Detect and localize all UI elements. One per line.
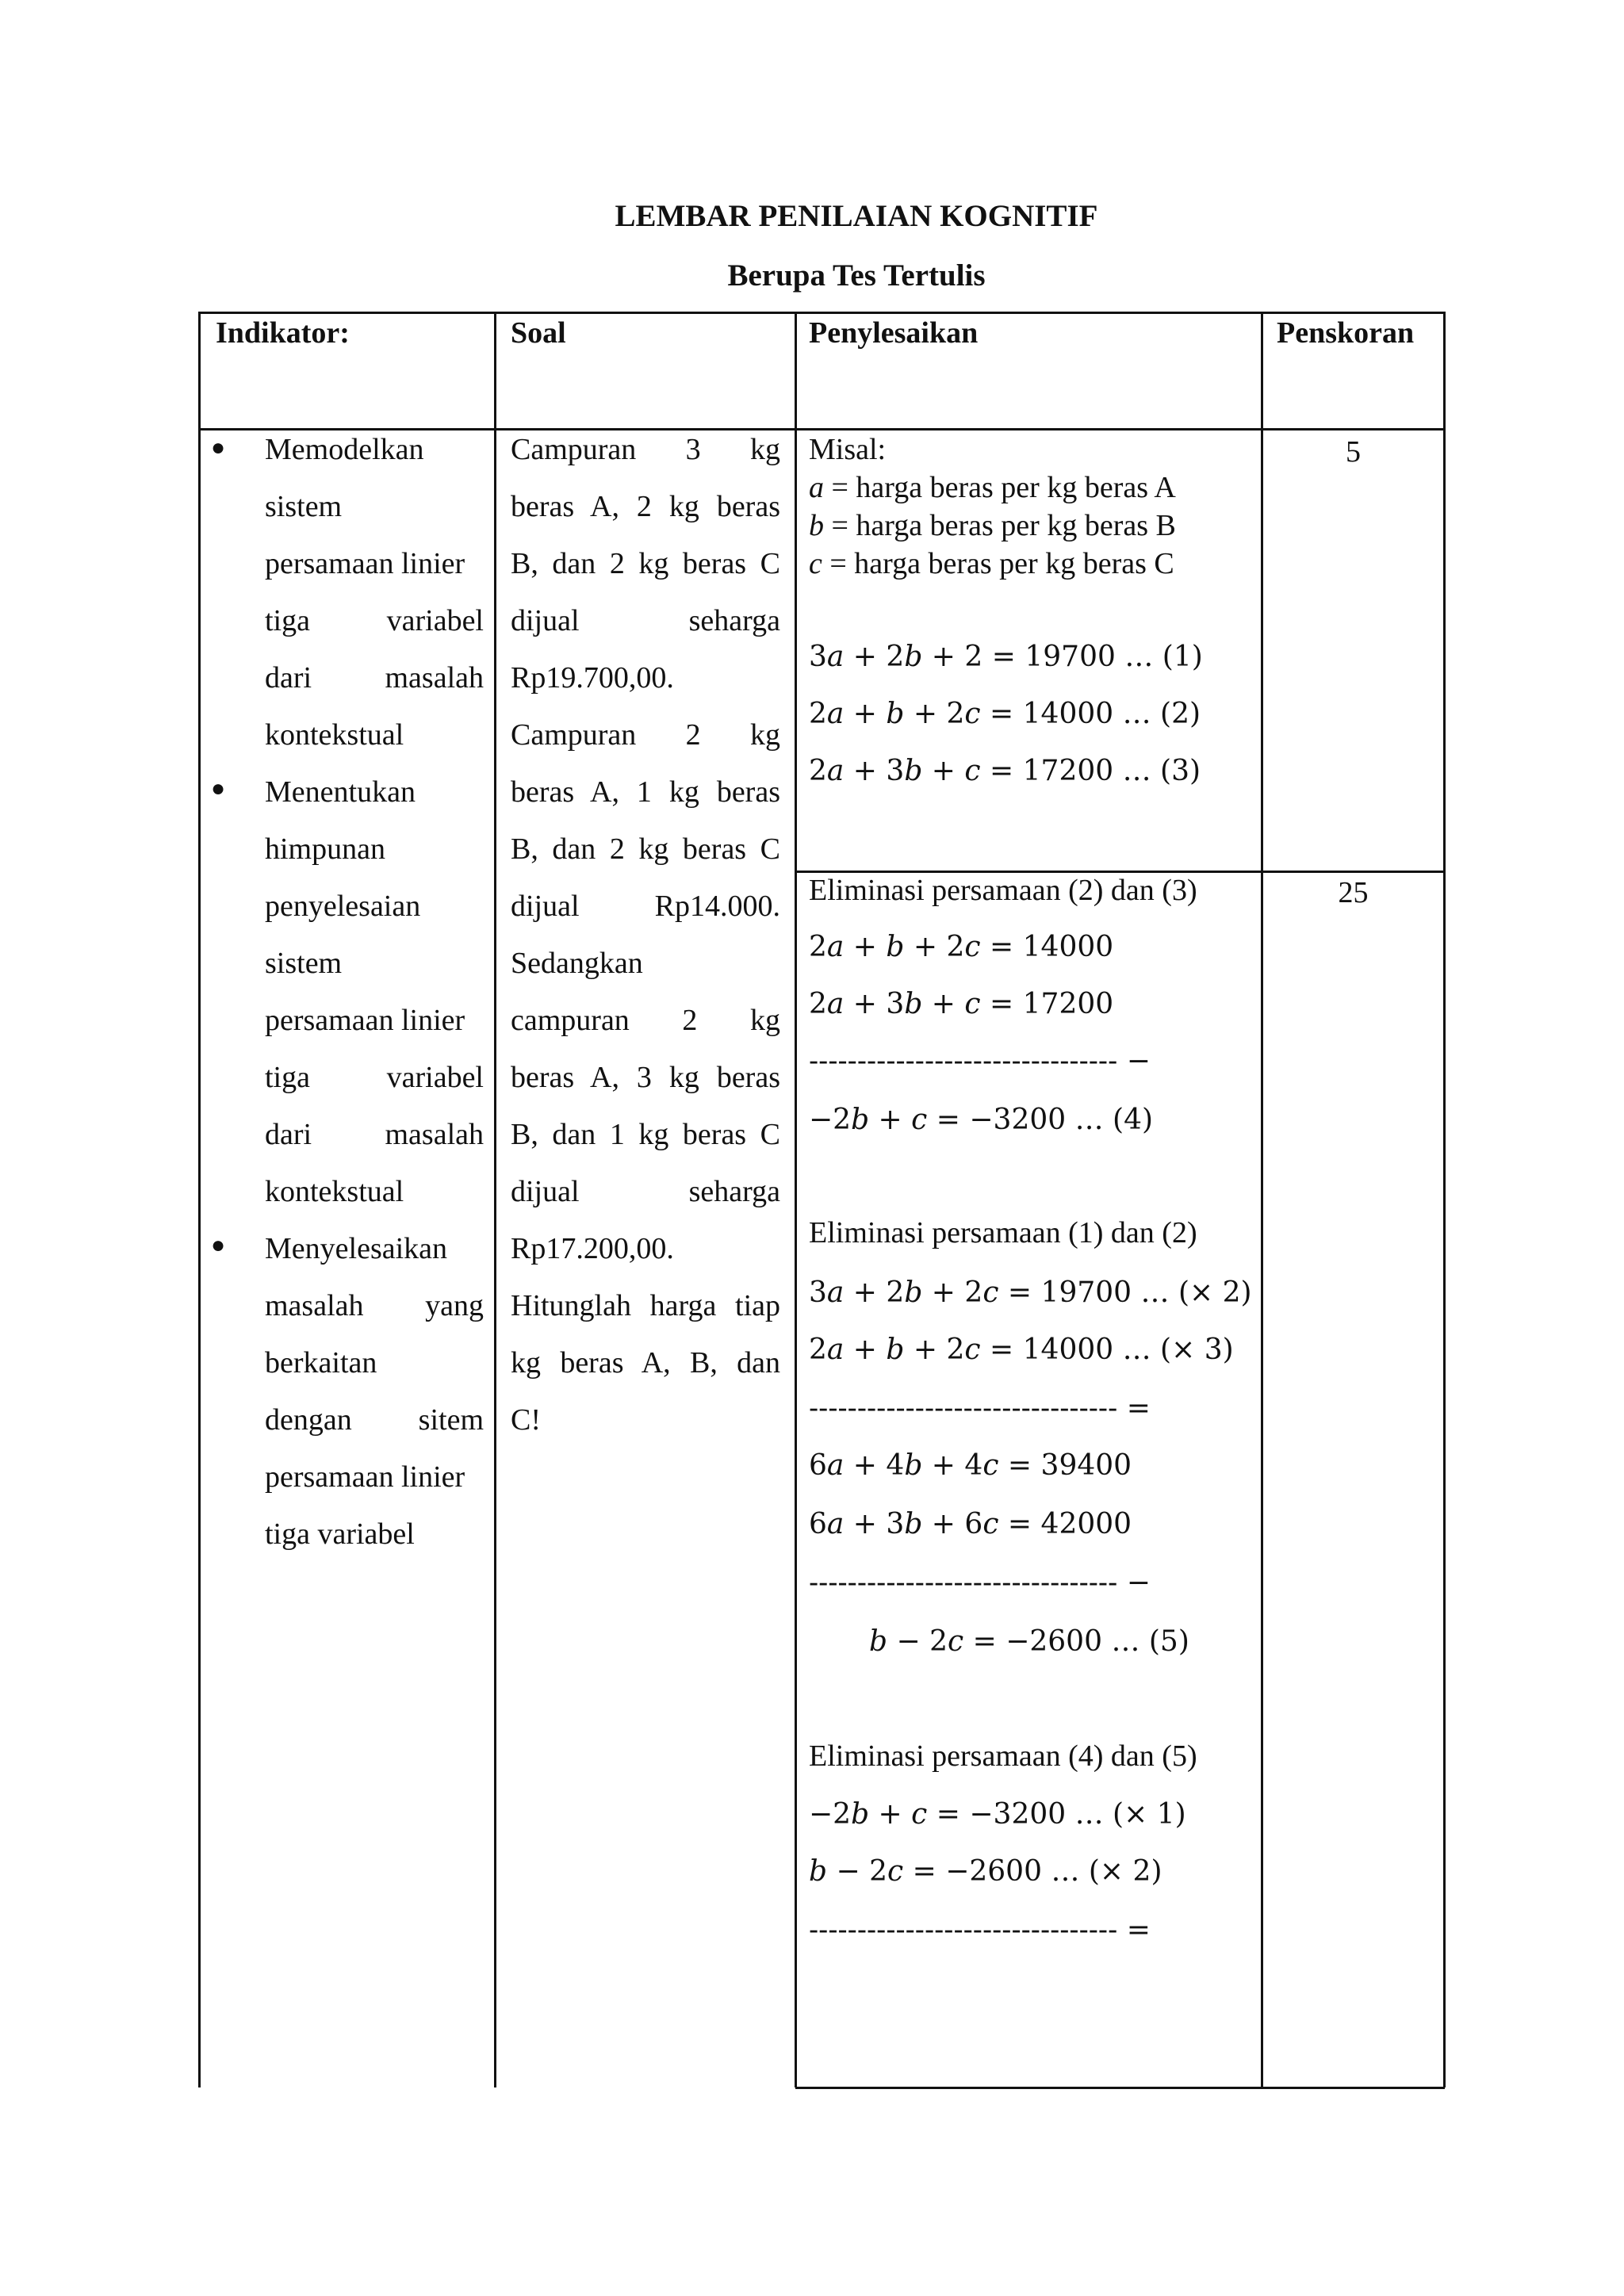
equation-3: 2𝑎 + 3𝑏 + 𝑐 = 17200 … (3) <box>809 755 1201 787</box>
score-value: 5 <box>1346 435 1361 469</box>
soal-line: B, dan 1 kg beras C <box>511 1118 780 1151</box>
soal-line: beras A, 1 kg beras <box>511 775 780 809</box>
soal-line: campuran 2 kg <box>511 1004 780 1037</box>
soal-line: Rp17.200,00. <box>511 1232 674 1265</box>
indikator-line: tiga variabel <box>265 1061 484 1094</box>
elimination-line: 2𝑎 + 3𝑏 + 𝑐 = 17200 <box>809 988 1114 1020</box>
separator-line: -------------------------------- = <box>809 1392 1151 1425</box>
definition-c: c = harga beras per kg beras C <box>809 547 1174 580</box>
indikator-line: kontekstual <box>265 718 404 752</box>
header-penskoran: Penskoran <box>1277 316 1415 350</box>
header-divider <box>198 428 1445 430</box>
soal-line: Sedangkan <box>511 947 643 980</box>
soal-line: dijual seharga <box>511 604 780 637</box>
definition-a: a = harga beras per kg beras A <box>809 471 1176 504</box>
elimination-line: 𝑏 − 2𝑐 = −2600 … (× 2) <box>809 1855 1162 1888</box>
column-divider-2 <box>795 312 797 2087</box>
header-penyelesaian: Penylesaikan <box>809 316 979 350</box>
soal-line: dijual Rp14.000. <box>511 890 780 923</box>
soal-line: B, dan 2 kg beras C <box>511 547 780 580</box>
equation-2: 2𝑎 + 𝑏 + 2𝑐 = 14000 … (2) <box>809 698 1201 730</box>
indikator-line: himpunan <box>265 832 385 866</box>
bullet-icon: ● <box>211 1232 226 1258</box>
bullet-icon: ● <box>211 434 226 461</box>
indikator-line: persamaan linier <box>265 547 465 580</box>
soal-line: Campuran 3 kg <box>511 433 780 466</box>
indikator-line: sistem <box>265 947 343 980</box>
table-border-bottom <box>795 2087 1445 2089</box>
elimination-line: 6𝑎 + 4𝑏 + 4𝑐 = 39400 <box>809 1449 1132 1482</box>
page-subtitle: Berupa Tes Tertulis <box>727 258 986 293</box>
header-soal: Soal <box>511 316 566 350</box>
soal-line: Rp19.700,00. <box>511 661 674 695</box>
row-divider <box>795 871 1445 873</box>
indikator-line: berkaitan <box>265 1346 377 1380</box>
elimination-line: −2𝑏 + 𝑐 = −3200 … (× 1) <box>809 1798 1186 1831</box>
soal-line: beras A, 3 kg beras <box>511 1061 780 1094</box>
separator-line: -------------------------------- − <box>809 1567 1151 1599</box>
indikator-line: persamaan linier <box>265 1460 465 1494</box>
elimination-line: 6𝑎 + 3𝑏 + 6𝑐 = 42000 <box>809 1508 1132 1540</box>
indikator-line: kontekstual <box>265 1175 404 1208</box>
elimination-title: Eliminasi persamaan (2) dan (3) <box>809 874 1197 907</box>
table-border-left <box>198 312 201 2087</box>
elimination-result: 𝑏 − 2𝑐 = −2600 … (5) <box>869 1625 1189 1658</box>
column-divider-3 <box>1261 312 1263 2087</box>
table-border-top <box>198 312 1445 314</box>
score-value: 25 <box>1338 876 1369 909</box>
soal-line: Hitunglah harga tiap <box>511 1289 780 1322</box>
indikator-line: masalah yang <box>265 1289 484 1322</box>
soal-line: beras A, 2 kg beras <box>511 490 780 523</box>
indikator-line: tiga variabel <box>265 1517 415 1551</box>
definition-b: b = harga beras per kg beras B <box>809 509 1176 542</box>
indikator-line: Menyelesaikan <box>265 1232 448 1265</box>
soal-line: kg beras A, B, dan <box>511 1346 780 1380</box>
table-border-right <box>1443 312 1446 2087</box>
indikator-line: dengan sitem <box>265 1403 484 1437</box>
misal-label: Misal: <box>809 433 887 466</box>
separator-line: -------------------------------- − <box>809 1045 1151 1077</box>
header-indikator: Indikator: <box>216 316 350 350</box>
indikator-line: sistem <box>265 490 343 523</box>
elimination-title: Eliminasi persamaan (1) dan (2) <box>809 1216 1197 1249</box>
indikator-line: dari masalah <box>265 661 484 695</box>
soal-line: C! <box>511 1403 541 1437</box>
indikator-line: Menentukan <box>265 775 416 809</box>
elimination-line: 2𝑎 + 𝑏 + 2𝑐 = 14000 <box>809 931 1114 963</box>
soal-line: B, dan 2 kg beras C <box>511 832 780 866</box>
bullet-icon: ● <box>211 775 226 802</box>
column-divider-1 <box>494 312 496 2087</box>
indikator-line: penyelesaian <box>265 890 421 923</box>
equation-1: 3𝑎 + 2𝑏 + 2 = 19700 … (1) <box>809 641 1203 673</box>
elimination-title: Eliminasi persamaan (4) dan (5) <box>809 1739 1197 1773</box>
separator-line: -------------------------------- = <box>809 1914 1151 1946</box>
elimination-line: 3𝑎 + 2𝑏 + 2𝑐 = 19700 … (× 2) <box>809 1276 1252 1309</box>
soal-line: Campuran 2 kg <box>511 718 780 752</box>
indikator-line: persamaan linier <box>265 1004 465 1037</box>
indikator-line: Memodelkan <box>265 433 424 466</box>
indikator-line: dari masalah <box>265 1118 484 1151</box>
indikator-line: tiga variabel <box>265 604 484 637</box>
page-title: LEMBAR PENILAIAN KOGNITIF <box>615 199 1098 233</box>
soal-line: dijual seharga <box>511 1175 780 1208</box>
elimination-result: −2𝑏 + 𝑐 = −3200 … (4) <box>809 1104 1154 1136</box>
elimination-line: 2𝑎 + 𝑏 + 2𝑐 = 14000 … (× 3) <box>809 1334 1234 1366</box>
